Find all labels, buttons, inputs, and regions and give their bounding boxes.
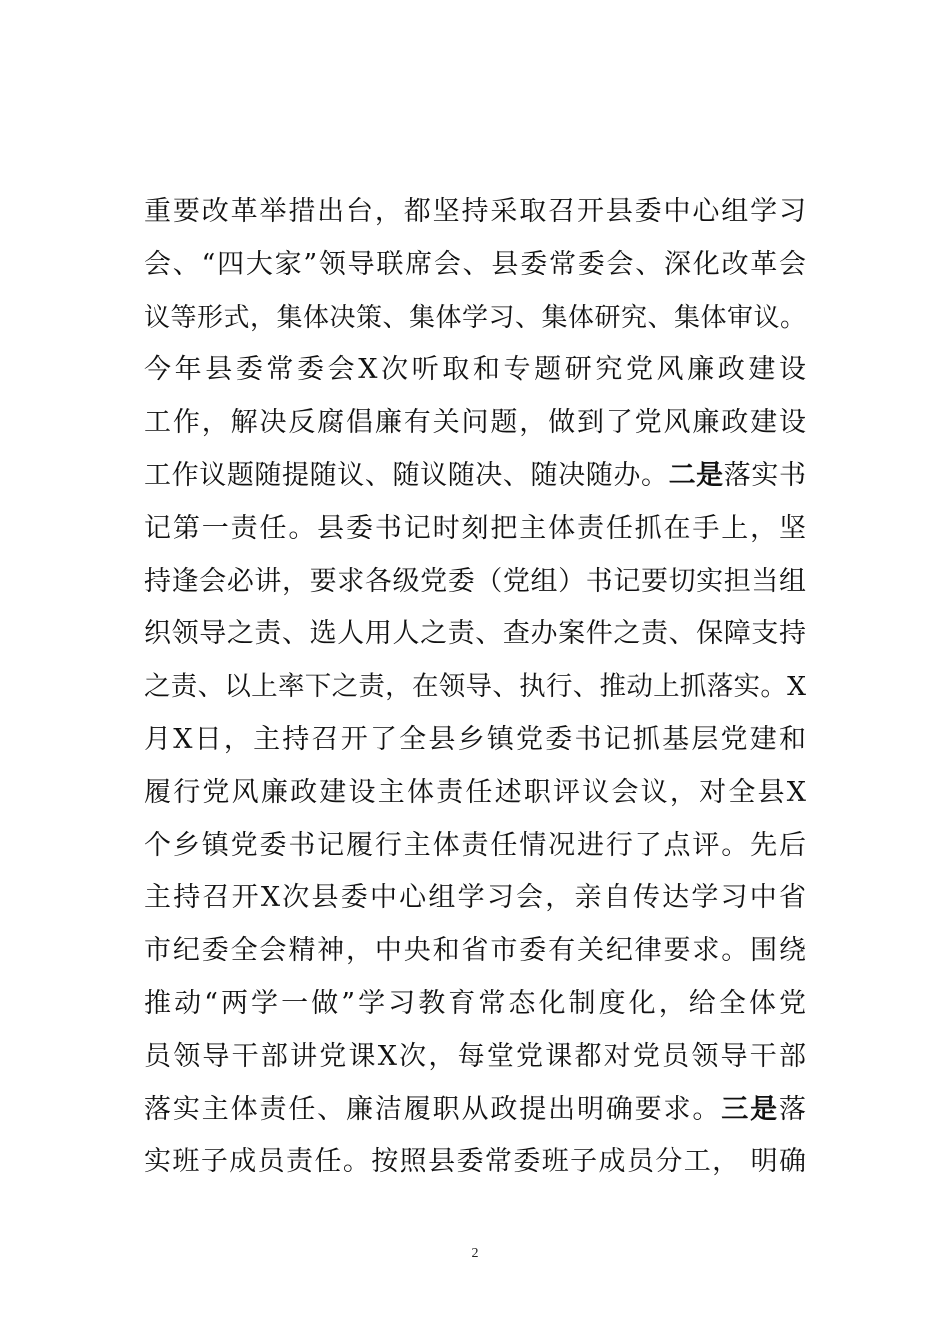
text-line [144, 450, 806, 503]
text-line: 实班子成员责任。按照县委常委班子成员分工， 明确 [144, 1146, 806, 1178]
text-line: 市纪委全会精神，中央和省市委有关纪律要求。围绕 [144, 935, 806, 967]
text-line: 织领导之责、选人用人之责、查办案件之责、保障支持 [144, 618, 806, 650]
text-line: 记第一责任。县委书记时刻把主体责任抓在手上，坚 [144, 512, 806, 544]
text-line [144, 1084, 806, 1137]
text-line: 履行党风廉政建设主体责任述职评议会议，对全县X [144, 776, 806, 808]
text-line: 之责、以上率下之责，在领导、执行、推动上抓落实。X [144, 671, 806, 703]
text-line: 会、“四大家”领导联席会、县委常委会、深化改革会 [144, 248, 806, 280]
text-line: 员领导干部讲党课X次，每堂党课都对党员领导干部 [144, 1040, 806, 1072]
text-line: 持逢会必讲，要求各级党委（党组）书记要切实担当组 [144, 565, 806, 597]
text-line: 今年县委常委会X次听取和专题研究党风廉政建设 [144, 354, 806, 386]
text-run: 工作议题随提随议、随议随决、随决随办。 [144, 459, 669, 491]
page-number: 2 [471, 1246, 479, 1261]
text-run: 落 [779, 1093, 807, 1125]
text-line: 主持召开X次县委中心组学习会，亲自传达学习中省 [144, 882, 806, 914]
emphasis-run: 三是 [721, 1093, 780, 1125]
text-line: 议等形式，集体决策、集体学习、集体研究、集体审议。 [144, 302, 806, 333]
body-text [144, 186, 806, 1189]
text-line: 推动“两学一做”学习教育常态化制度化，给全体党 [144, 987, 806, 1019]
emphasis-run: 二是 [668, 459, 724, 491]
text-line: 个乡镇党委书记履行主体责任情况进行了点评。先后 [144, 829, 806, 861]
text-line: 工作，解决反腐倡廉有关问题，做到了党风廉政建设 [144, 407, 806, 439]
text-run: 落实主体责任、廉洁履职从政提出明确要求。 [144, 1093, 722, 1125]
text-line: 月X日，主持召开了全县乡镇党委书记抓基层党建和 [144, 723, 806, 755]
text-run: 落实书 [723, 459, 807, 491]
text-line: 重要改革举措出台，都坚持采取召开县委中心组学习 [144, 196, 806, 227]
